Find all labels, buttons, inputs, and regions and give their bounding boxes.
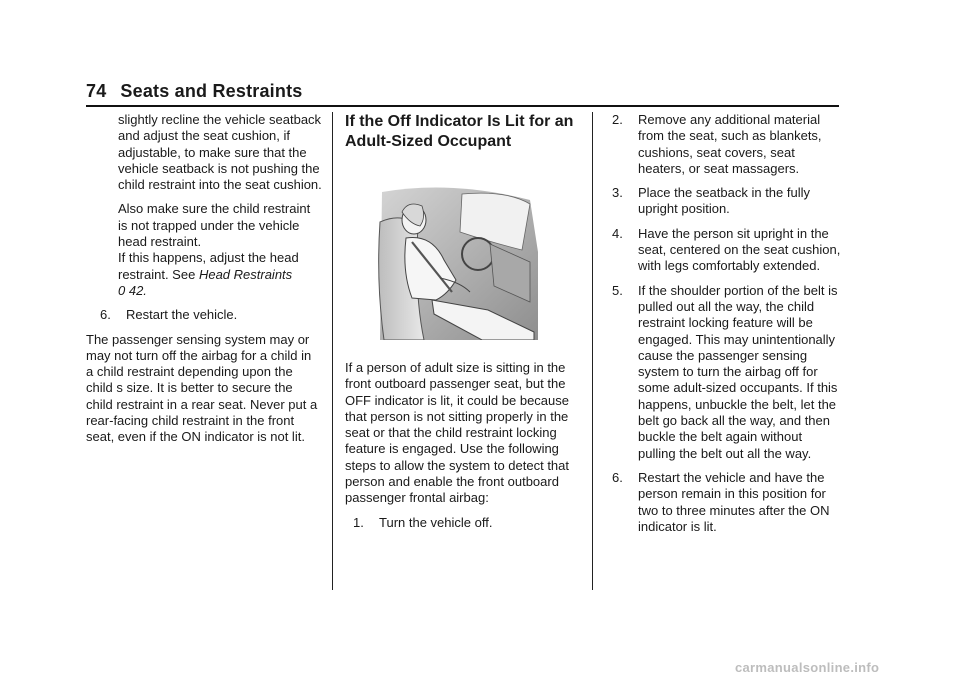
list-item-5 [612, 283, 842, 462]
continued-paragraph-2a: Also make sure the child restraint is not trapped under the vehicle head restraint. [118, 201, 311, 250]
header-rule [86, 105, 839, 107]
list-item-1 [345, 515, 581, 531]
list-item-3 [612, 185, 842, 218]
list-text: If the shoulder portion of the belt is pulled out all the way, the child restraint locking feature will be engaged. This may unintentionally cause the passenger sensing system to turn the airbag off for some adult-sized occupants. If this happens, unbuckle the belt, let the belt go back all the way, and then buckle the belt again without pulling the belt out all the way. [638, 282, 838, 461]
body-paragraph: The passenger sensing system may or may not turn off the airbag for a child in a child restraint depending upon the child s size. It is better to secure the child restraint in a rear seat. Never put a rear-facing child restraint in the front seat, even if the ON indicator is not lit. [86, 331, 318, 445]
column-2 [345, 112, 581, 539]
list-number: 1. [353, 514, 364, 530]
list-number: 5. [612, 282, 623, 298]
list-text: Turn the vehicle off. [379, 514, 493, 530]
list-item-6 [612, 470, 842, 535]
column-divider-1 [332, 112, 333, 590]
watermark[interactable]: carmanualsonline.info [735, 660, 880, 675]
list-text: Place the seatback in the fully upright position. [638, 185, 810, 217]
head-restraints-link[interactable]: Head Restraints [198, 266, 293, 282]
list-number: 4. [612, 225, 623, 241]
section-title: Seats and Restraints [120, 81, 303, 101]
column-1 [86, 112, 322, 454]
continued-paragraph-2b [118, 250, 322, 299]
column-divider-2 [592, 112, 593, 590]
page-number: 74 [86, 81, 107, 101]
list-text: Remove any additional material from the seat, such as blankets, cushions, seat covers, seat heaters, or seat massagers. [638, 112, 822, 176]
see-text: If this happens, adjust the head restraint. See [118, 250, 299, 282]
list-number: 6. [612, 469, 623, 485]
list-text: Restart the vehicle. [126, 307, 238, 323]
list-number: 6. [100, 307, 111, 323]
page-header [86, 81, 303, 102]
list-item-2 [612, 112, 842, 177]
section-heading: If the Off Indicator Is Lit for an Adult-Sized Occupant [345, 113, 574, 150]
list-item-4 [612, 226, 842, 275]
adult-occupant-illustration [362, 182, 538, 340]
list-text: Have the person sit upright in the seat, centered on the seat cushion, with legs comfortably extended. [638, 225, 841, 274]
continued-paragraph-2 [86, 201, 322, 299]
column-3 [612, 112, 842, 543]
body-paragraph: If a person of adult size is sitting in the front outboard passenger seat, but the OFF indicator is lit, it could be because that person is not sitting properly in the seat or that the child restraint locking feature is engaged. Use the following steps to allow the system to detect that person and enable the front outboard passenger frontal airbag: [345, 360, 570, 506]
list-text: Restart the vehicle and have the person remain in this position for two to three minutes after the ON indicator is lit. [638, 469, 830, 534]
list-number: 2. [612, 112, 623, 127]
list-item-6 [86, 307, 322, 323]
page-reference[interactable]: 0 42. [118, 282, 147, 298]
list-number: 3. [612, 185, 623, 201]
continued-paragraph-1: slightly recline the vehicle seatback and adjust the seat cushion, if adjustable, to make sure that the vehicle seatback is not pushing the child restraint into the seat cushion. [118, 112, 322, 193]
